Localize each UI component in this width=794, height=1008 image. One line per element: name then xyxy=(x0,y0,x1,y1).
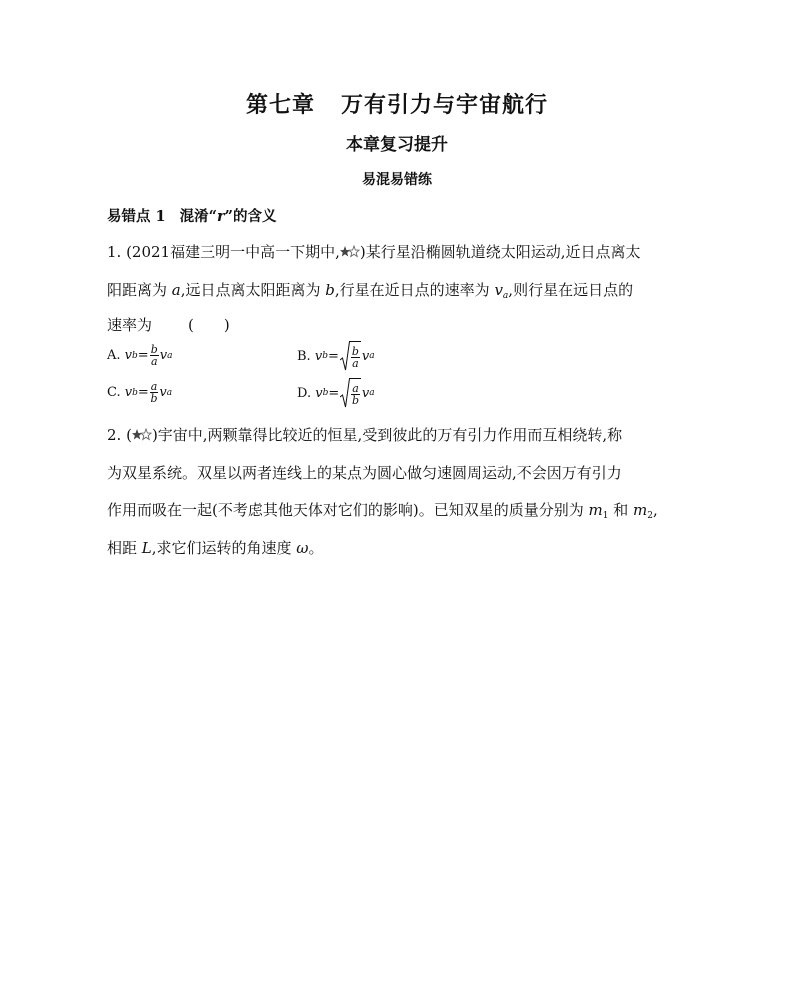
square-root: $\frac{a}{b}$ xyxy=(340,378,361,408)
answer-blank[interactable]: ( ) xyxy=(188,316,230,334)
option-a[interactable]: A. v b = $\frac{b}{a}$ v a xyxy=(107,343,173,368)
question-2-line-2: 为双星系统。双星以两者连线上的某点为圆心做匀速圆周运动,不会因万有引力 xyxy=(107,464,622,482)
two-star-difficulty-icon xyxy=(340,245,360,259)
chapter-number: 第七章 xyxy=(245,92,315,118)
option-d[interactable]: D. v b = $\frac{a}{b}$ v a xyxy=(297,378,375,408)
square-root: $\frac{b}{a}$ xyxy=(340,341,361,371)
page-subtitle: 本章复习提升 xyxy=(346,135,448,155)
topic-label: 易错点 1 xyxy=(107,208,166,225)
question-1-line-2: 阳距离为 a,远日点离太阳距离为 b,行星在近日点的速率为 $v_a$,则行星在远日点的 xyxy=(107,281,634,301)
two-star-difficulty-icon xyxy=(132,428,152,442)
section-heading: 易混易错练 xyxy=(362,172,432,188)
question-2-line-4: 相距 L,求它们运转的角速度 ω。 xyxy=(107,539,324,557)
question-1-line-1: 1. (2021福建三明一中高一下期中, )某行星沿椭圆轨道绕太阳运动,近日点离太 xyxy=(107,243,641,261)
question-2-line-1: 2. ( )宇宙中,两颗靠得比较近的恒星,受到彼此的万有引力作用而互相绕转,称 xyxy=(107,426,623,444)
question-1-line-3: 速率为 ( ) xyxy=(107,316,230,334)
radical-sign-icon xyxy=(340,341,350,371)
topic-heading: 易错点 1 混淆“r”的含义 xyxy=(107,208,277,225)
option-c[interactable]: C. v b = $\frac{a}{b}$ v a xyxy=(107,380,173,405)
chapter-name: 万有引力与宇宙航行 xyxy=(341,92,549,118)
option-b[interactable]: B. v b = $\frac{b}{a}$ v a xyxy=(297,341,375,371)
fraction: $\frac{a}{b}$ xyxy=(150,380,158,405)
fraction: $\frac{b}{a}$ xyxy=(150,343,158,368)
radical-sign-icon xyxy=(340,378,350,408)
chapter-title xyxy=(0,88,794,119)
question-2-line-3: 作用而吸在一起(不考虑其他天体对它们的影响)。已知双星的质量分别为 $m_1$ 和 $m_2$, xyxy=(107,501,658,521)
